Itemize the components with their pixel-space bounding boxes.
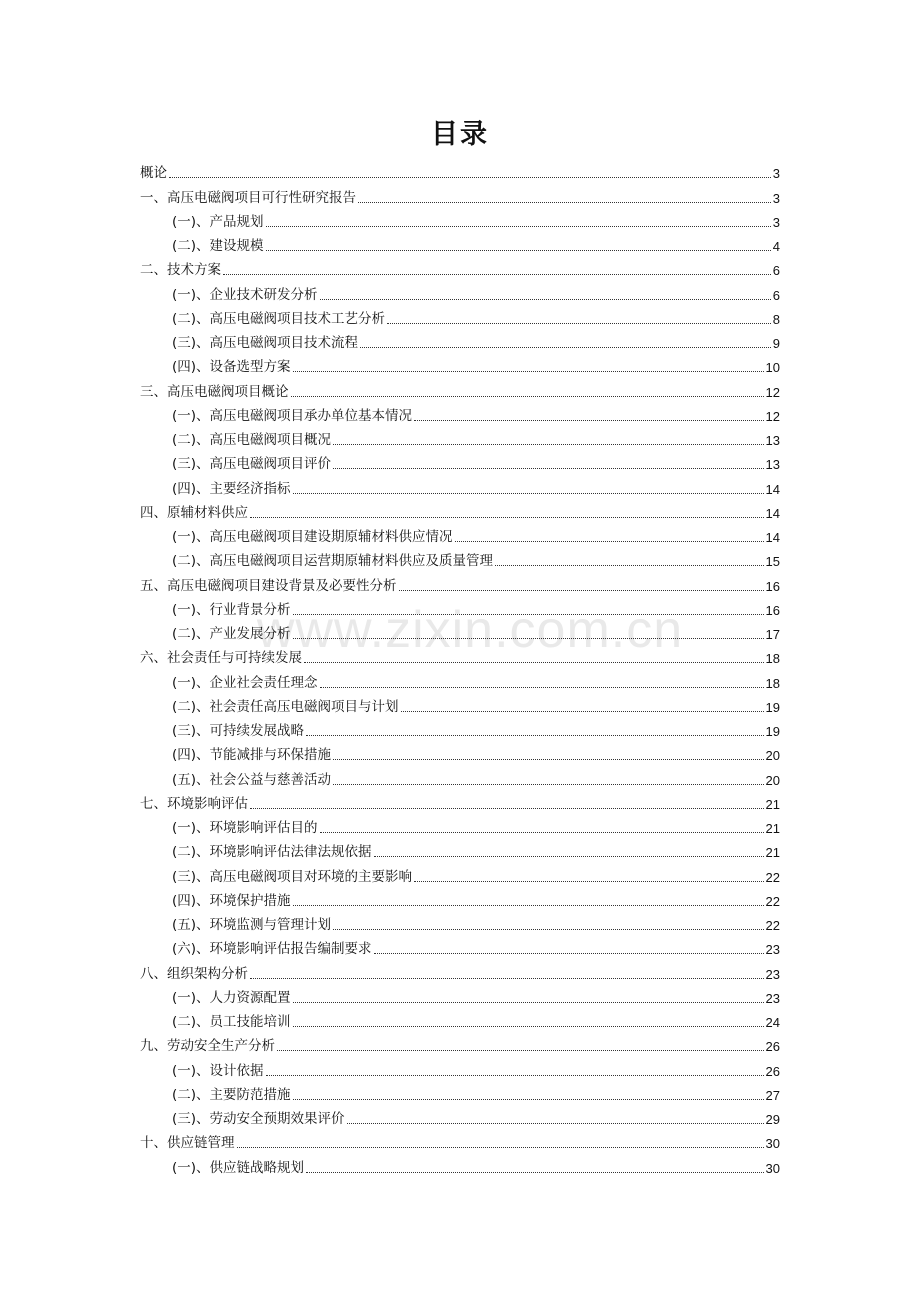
toc-entry-label: (一)、环境影响评估目的 <box>172 820 318 836</box>
dot-leader <box>266 225 771 227</box>
dot-leader <box>414 419 763 421</box>
toc-entry[interactable] <box>140 500 780 524</box>
toc-entry[interactable] <box>140 160 780 184</box>
dot-leader <box>293 1098 764 1100</box>
dot-leader <box>306 734 763 736</box>
dot-leader <box>293 1025 764 1027</box>
dot-leader <box>266 1074 764 1076</box>
toc-entry-label: (二)、高压电磁阀项目概况 <box>172 432 332 448</box>
toc-entry-page-number: 27 <box>765 1087 780 1103</box>
dot-leader <box>320 298 771 300</box>
toc-subentry[interactable] <box>140 888 780 912</box>
watermark: www.zixin.com.cn <box>256 601 684 659</box>
toc-entry-label: (五)、社会公益与慈善活动 <box>172 771 332 788</box>
dot-leader <box>333 758 763 760</box>
toc-entry-page-number: 13 <box>765 433 780 448</box>
toc-entry-label: (二)、高压电磁阀项目运营期原辅材料供应及质量管理 <box>172 553 494 570</box>
toc-entry[interactable] <box>140 184 780 208</box>
toc-entry-label: 二、技术方案 <box>140 262 221 279</box>
toc-entry[interactable] <box>140 1033 780 1057</box>
toc-subentry[interactable] <box>140 233 780 257</box>
toc-entry-page-number: 26 <box>765 1063 780 1079</box>
dot-leader <box>358 201 771 203</box>
dot-leader <box>320 686 764 688</box>
toc-subentry[interactable] <box>140 863 780 887</box>
toc-subentry[interactable] <box>140 621 780 645</box>
toc-entry-page-number: 16 <box>765 578 780 594</box>
toc-subentry[interactable] <box>140 669 780 693</box>
toc-entry-page-number: 16 <box>765 602 780 618</box>
toc-entry-page-number: 22 <box>765 918 780 933</box>
toc-entry-page-number: 3 <box>772 166 780 182</box>
toc-entry-label: (一)、人力资源配置 <box>172 989 291 1006</box>
toc-entry-page-number: 30 <box>765 1160 780 1176</box>
toc-subentry[interactable] <box>140 742 780 766</box>
toc-entry-page-number: 19 <box>765 724 780 739</box>
toc-entry-label: (一)、供应链战略规划 <box>172 1159 305 1176</box>
toc-entry-page-number: 12 <box>765 384 780 400</box>
toc-entry-page-number: 18 <box>765 675 780 691</box>
toc-entry-page-number: 18 <box>765 651 780 667</box>
toc-entry-label: (四)、节能减排与环保措施 <box>172 747 332 764</box>
toc-entry-label: (一)、企业社会责任理念 <box>172 674 318 691</box>
toc-entry-label: 三、高压电磁阀项目概论 <box>140 383 289 400</box>
dot-leader <box>250 807 764 809</box>
dot-leader <box>374 952 764 954</box>
dot-leader <box>293 613 764 615</box>
toc-entry-label: (四)、设备选型方案 <box>172 359 291 376</box>
dot-leader <box>360 346 771 348</box>
toc-entry-label: (二)、产业发展分析 <box>172 626 291 642</box>
toc-subentry[interactable] <box>140 839 780 863</box>
toc-entry[interactable] <box>140 791 780 815</box>
dot-leader <box>223 273 771 275</box>
toc-entry-page-number: 14 <box>765 481 780 497</box>
toc-entry-label: 四、原辅材料供应 <box>140 504 248 521</box>
toc-entry-page-number: 26 <box>765 1039 780 1055</box>
toc-entry-label: (二)、社会责任高压电磁阀项目与计划 <box>172 698 399 715</box>
dot-leader <box>293 637 764 639</box>
dot-leader <box>333 783 763 785</box>
dot-leader <box>237 1146 764 1148</box>
toc-entry-page-number: 23 <box>765 966 780 982</box>
dot-leader <box>455 540 764 542</box>
toc-entry-page-number: 19 <box>765 699 780 715</box>
toc-entry-page-number: 13 <box>765 457 780 473</box>
toc-entry-page-number: 4 <box>772 239 780 254</box>
toc-subentry[interactable] <box>140 815 780 839</box>
dot-leader <box>320 831 764 833</box>
toc-subentry[interactable] <box>140 330 780 354</box>
toc-subentry[interactable] <box>140 451 780 475</box>
toc-entry-page-number: 30 <box>765 1136 780 1152</box>
dot-leader <box>333 443 763 445</box>
toc-entry[interactable] <box>140 257 780 281</box>
toc-entry-label: (一)、高压电磁阀项目承办单位基本情况 <box>172 407 413 424</box>
toc-entry-page-number: 3 <box>772 190 780 206</box>
toc-subentry[interactable] <box>140 1154 780 1178</box>
toc-entry-page-number: 23 <box>765 990 780 1006</box>
toc-subentry[interactable] <box>140 524 780 548</box>
toc-entry[interactable] <box>140 960 780 984</box>
table-of-contents <box>140 160 780 1179</box>
dot-leader <box>304 661 764 663</box>
toc-entry-page-number: 14 <box>765 505 780 521</box>
toc-subentry[interactable] <box>140 912 780 936</box>
toc-entry-page-number: 6 <box>772 287 780 303</box>
toc-subentry[interactable] <box>140 306 780 330</box>
toc-entry-page-number: 21 <box>765 796 780 812</box>
page-title: 目录 <box>431 119 489 150</box>
toc-entry-page-number: 20 <box>765 772 780 788</box>
toc-entry-label: (一)、行业背景分析 <box>172 601 291 618</box>
toc-entry-page-number: 6 <box>772 263 780 279</box>
toc-entry[interactable] <box>140 645 780 669</box>
toc-entry-page-number: 23 <box>765 942 780 958</box>
toc-subentry[interactable] <box>140 354 780 378</box>
toc-entry-page-number: 12 <box>765 408 780 424</box>
toc-subentry[interactable] <box>140 1106 780 1130</box>
dot-leader <box>399 589 764 591</box>
toc-entry-label: (二)、高压电磁阀项目技术工艺分析 <box>172 310 386 327</box>
toc-entry[interactable] <box>140 572 780 596</box>
toc-subentry[interactable] <box>140 597 780 621</box>
toc-subentry[interactable] <box>140 766 780 790</box>
toc-entry-page-number: 24 <box>765 1015 780 1030</box>
dot-leader <box>347 1122 764 1124</box>
toc-entry-label: (三)、可持续发展战略 <box>172 723 305 739</box>
toc-entry-page-number: 14 <box>765 530 780 545</box>
dot-leader <box>250 516 764 518</box>
toc-entry-label: (一)、产品规划 <box>172 213 264 230</box>
toc-entry-label: 六、社会责任与可持续发展 <box>140 650 302 667</box>
toc-entry-label: (三)、高压电磁阀项目对环境的主要影响 <box>172 868 413 885</box>
toc-entry-label: (二)、主要防范措施 <box>172 1086 291 1103</box>
toc-entry-page-number: 8 <box>772 311 780 327</box>
dot-leader <box>293 370 764 372</box>
toc-entry-page-number: 17 <box>765 627 780 642</box>
toc-entry-page-number: 21 <box>765 845 780 861</box>
toc-subentry[interactable] <box>140 548 780 572</box>
toc-entry-label: (三)、劳动安全预期效果评价 <box>172 1111 345 1127</box>
toc-entry-label: (一)、企业技术研发分析 <box>172 286 318 303</box>
toc-subentry[interactable] <box>140 475 780 499</box>
toc-entry-page-number: 22 <box>765 869 780 885</box>
dot-leader <box>414 880 763 882</box>
toc-entry-label: (四)、主要经济指标 <box>172 480 291 497</box>
dot-leader <box>169 176 771 178</box>
toc-entry[interactable] <box>140 1130 780 1154</box>
toc-subentry[interactable] <box>140 281 780 305</box>
dot-leader <box>293 492 764 494</box>
toc-entry-page-number: 22 <box>765 893 780 909</box>
toc-subentry[interactable] <box>140 427 780 451</box>
toc-entry-label: (五)、环境监测与管理计划 <box>172 917 332 933</box>
dot-leader <box>495 564 763 566</box>
toc-entry[interactable] <box>140 378 780 402</box>
toc-entry-page-number: 20 <box>765 748 780 764</box>
toc-entry-label: (三)、高压电磁阀项目技术流程 <box>172 335 359 351</box>
toc-entry-label: (三)、高压电磁阀项目评价 <box>172 456 332 473</box>
toc-entry-label: 一、高压电磁阀项目可行性研究报告 <box>140 189 356 206</box>
dot-leader <box>306 1171 763 1173</box>
toc-subentry[interactable] <box>140 403 780 427</box>
toc-subentry[interactable] <box>140 694 780 718</box>
dot-leader <box>401 710 764 712</box>
dot-leader <box>333 467 763 469</box>
toc-entry-label: (六)、环境影响评估报告编制要求 <box>172 941 372 958</box>
toc-entry-label: (四)、环境保护措施 <box>172 892 291 909</box>
toc-subentry[interactable] <box>140 209 780 233</box>
toc-entry-label: (一)、高压电磁阀项目建设期原辅材料供应情况 <box>172 529 453 545</box>
toc-entry-label: 七、环境影响评估 <box>140 795 248 812</box>
toc-entry-label: (二)、环境影响评估法律法规依据 <box>172 844 372 861</box>
toc-entry-page-number: 9 <box>772 336 780 351</box>
toc-entry-page-number: 10 <box>765 360 780 376</box>
dot-leader <box>333 928 763 930</box>
toc-entry-page-number: 29 <box>765 1112 780 1127</box>
dot-leader <box>277 1049 764 1051</box>
toc-subentry[interactable] <box>140 718 780 742</box>
toc-entry-page-number: 15 <box>765 554 780 570</box>
toc-entry-label: 十、供应链管理 <box>140 1135 235 1152</box>
toc-entry-page-number: 21 <box>765 821 780 836</box>
dot-leader <box>250 977 764 979</box>
toc-entry-label: (二)、建设规模 <box>172 238 264 254</box>
dot-leader <box>291 395 764 397</box>
toc-entry-label: 八、组织架构分析 <box>140 965 248 982</box>
dot-leader <box>293 904 764 906</box>
dot-leader <box>266 249 771 251</box>
toc-subentry[interactable] <box>140 1082 780 1106</box>
dot-leader <box>374 855 764 857</box>
dot-leader <box>387 322 771 324</box>
toc-entry-label: 九、劳动安全生产分析 <box>140 1038 275 1055</box>
toc-entry-page-number: 3 <box>772 214 780 230</box>
toc-subentry[interactable] <box>140 936 780 960</box>
toc-entry-label: (一)、设计依据 <box>172 1062 264 1079</box>
toc-entry-label: 五、高压电磁阀项目建设背景及必要性分析 <box>140 577 397 594</box>
toc-entry-label: 概论 <box>140 165 167 182</box>
dot-leader <box>293 1001 764 1003</box>
toc-subentry[interactable] <box>140 985 780 1009</box>
toc-subentry[interactable] <box>140 1057 780 1081</box>
toc-entry-label: (二)、员工技能培训 <box>172 1014 291 1030</box>
toc-subentry[interactable] <box>140 1009 780 1033</box>
